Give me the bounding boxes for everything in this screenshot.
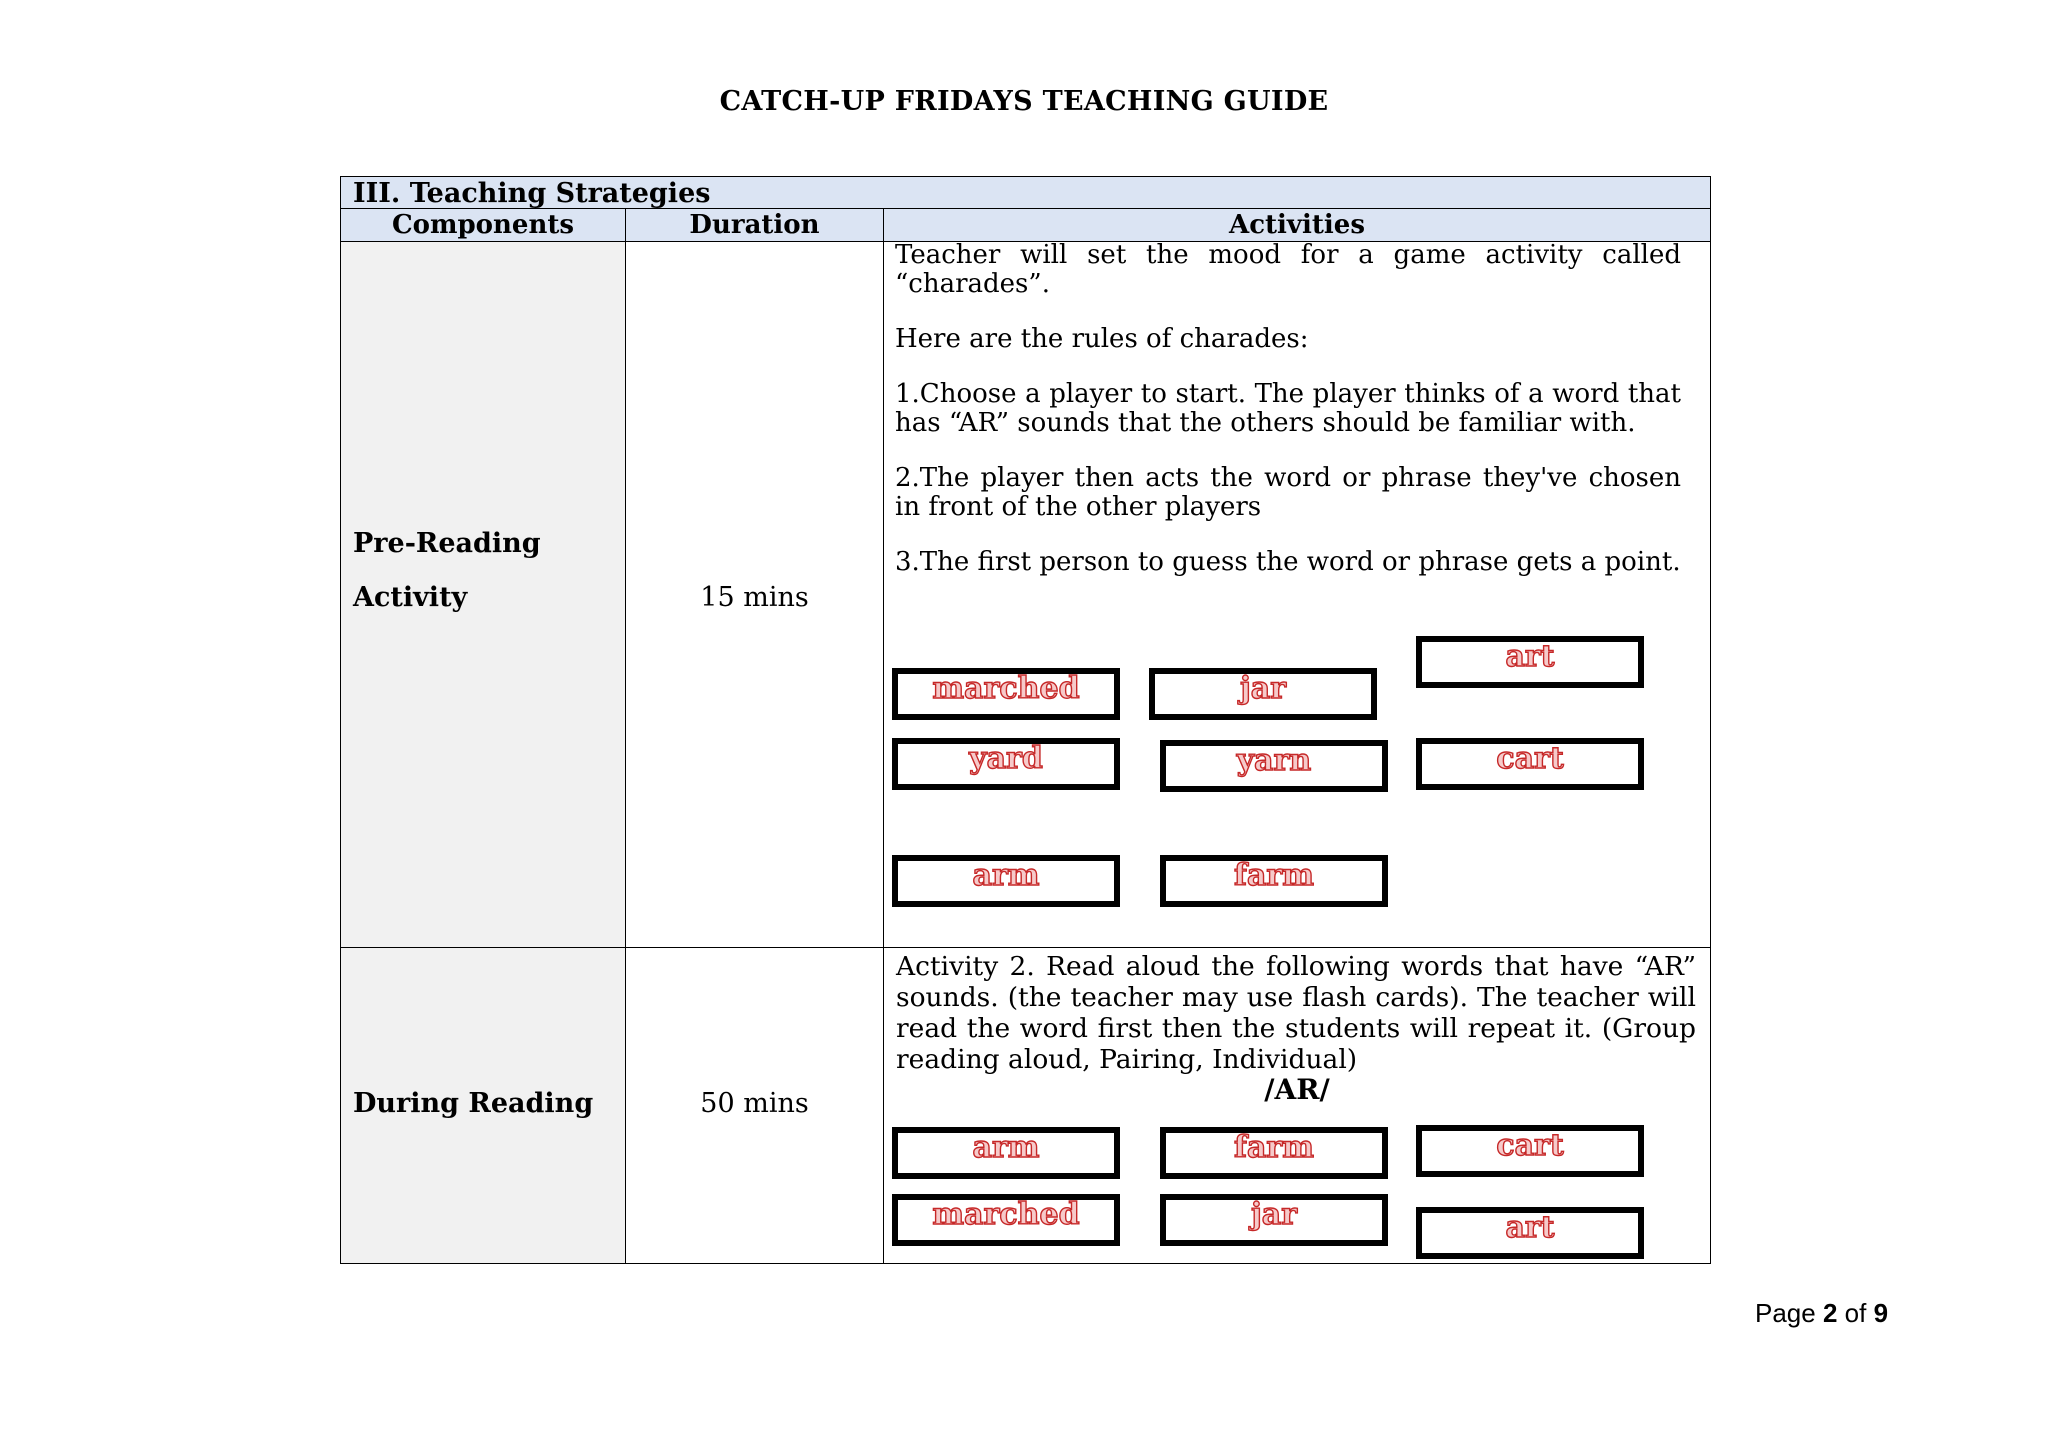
word-card	[892, 668, 1120, 720]
word-card	[1416, 636, 1644, 688]
word-card	[1160, 740, 1388, 792]
word-card-text: jar	[1250, 1197, 1298, 1232]
word-card-text: farm	[1234, 1130, 1314, 1165]
page-current: 2	[1822, 1298, 1838, 1328]
word-card-text: cart	[1496, 741, 1564, 776]
word-card-text: yarn	[1236, 743, 1312, 778]
activity-paragraph: Here are the rules of charades:	[895, 324, 1309, 354]
teaching-strategies-table	[340, 176, 1711, 1264]
word-card	[1416, 1125, 1644, 1177]
page-separator: of	[1844, 1298, 1867, 1328]
activity-paragraph: Teacher will set the mood for a game activity called “charades”.	[895, 240, 1681, 299]
sound-label: /AR/	[1264, 1073, 1330, 1106]
table-row	[341, 242, 1710, 948]
word-card-text: art	[1505, 639, 1555, 674]
column-header-duration: Duration	[626, 209, 884, 241]
word-card-text: cart	[1496, 1128, 1564, 1163]
duration-cell	[626, 242, 884, 947]
word-card	[1160, 1194, 1388, 1246]
activity-paragraph: Activity 2. Read aloud the following words that have “AR” sounds. (the teacher may use flash cards). The teacher will read the word first then the students will repeat it. (Group reading aloud, Pairing, Individual)	[896, 951, 1696, 1075]
word-card-text: yard	[969, 741, 1043, 776]
duration-value: 15 mins	[700, 582, 809, 613]
component-label: Activity	[353, 582, 468, 613]
activity-paragraph: 1.Choose a player to start. The player thinks of a word that has “AR” sounds that the others should be familiar with.	[895, 379, 1681, 438]
component-cell	[341, 948, 626, 1263]
component-label: Pre-Reading	[353, 528, 541, 559]
word-card-text: jar	[1239, 671, 1287, 706]
word-card	[1160, 1127, 1388, 1179]
activity-instructions	[895, 241, 1681, 577]
word-card-text: arm	[972, 1130, 1040, 1165]
word-card	[1416, 1207, 1644, 1259]
activities-cell	[884, 948, 1710, 1263]
page-number	[1755, 1298, 1888, 1329]
component-cell	[341, 242, 626, 947]
table-row	[341, 948, 1710, 1263]
column-header-row	[341, 209, 1710, 242]
word-card-text: marched	[932, 671, 1080, 706]
column-header-activities: Activities	[1229, 210, 1365, 240]
word-card	[892, 1127, 1120, 1179]
word-card-text: farm	[1234, 858, 1314, 893]
duration-value: 50 mins	[700, 1088, 809, 1119]
component-label: During Reading	[353, 1088, 594, 1119]
activities-cell	[884, 242, 1710, 947]
activity-paragraph: 2.The player then acts the word or phrase they've chosen in front of the other players	[895, 463, 1681, 522]
word-card	[892, 1194, 1120, 1246]
word-card-text: art	[1505, 1210, 1555, 1245]
section-title: III. Teaching Strategies	[353, 178, 711, 209]
page-total: 9	[1873, 1298, 1889, 1328]
duration-cell	[626, 948, 884, 1263]
word-card	[892, 738, 1120, 790]
word-card	[1160, 855, 1388, 907]
document-title: CATCH-UP FRIDAYS TEACHING GUIDE	[719, 86, 1329, 117]
activity-instructions	[896, 951, 1696, 1075]
page-prefix: Page	[1755, 1298, 1816, 1328]
word-card	[892, 855, 1120, 907]
word-card	[1149, 668, 1377, 720]
word-card-text: arm	[972, 858, 1040, 893]
word-card-text: marched	[932, 1197, 1080, 1232]
activity-paragraph: 3.The first person to guess the word or phrase gets a point.	[895, 547, 1681, 577]
column-header-components: Components	[341, 209, 626, 241]
section-header-row	[341, 177, 1710, 209]
word-card	[1416, 738, 1644, 790]
